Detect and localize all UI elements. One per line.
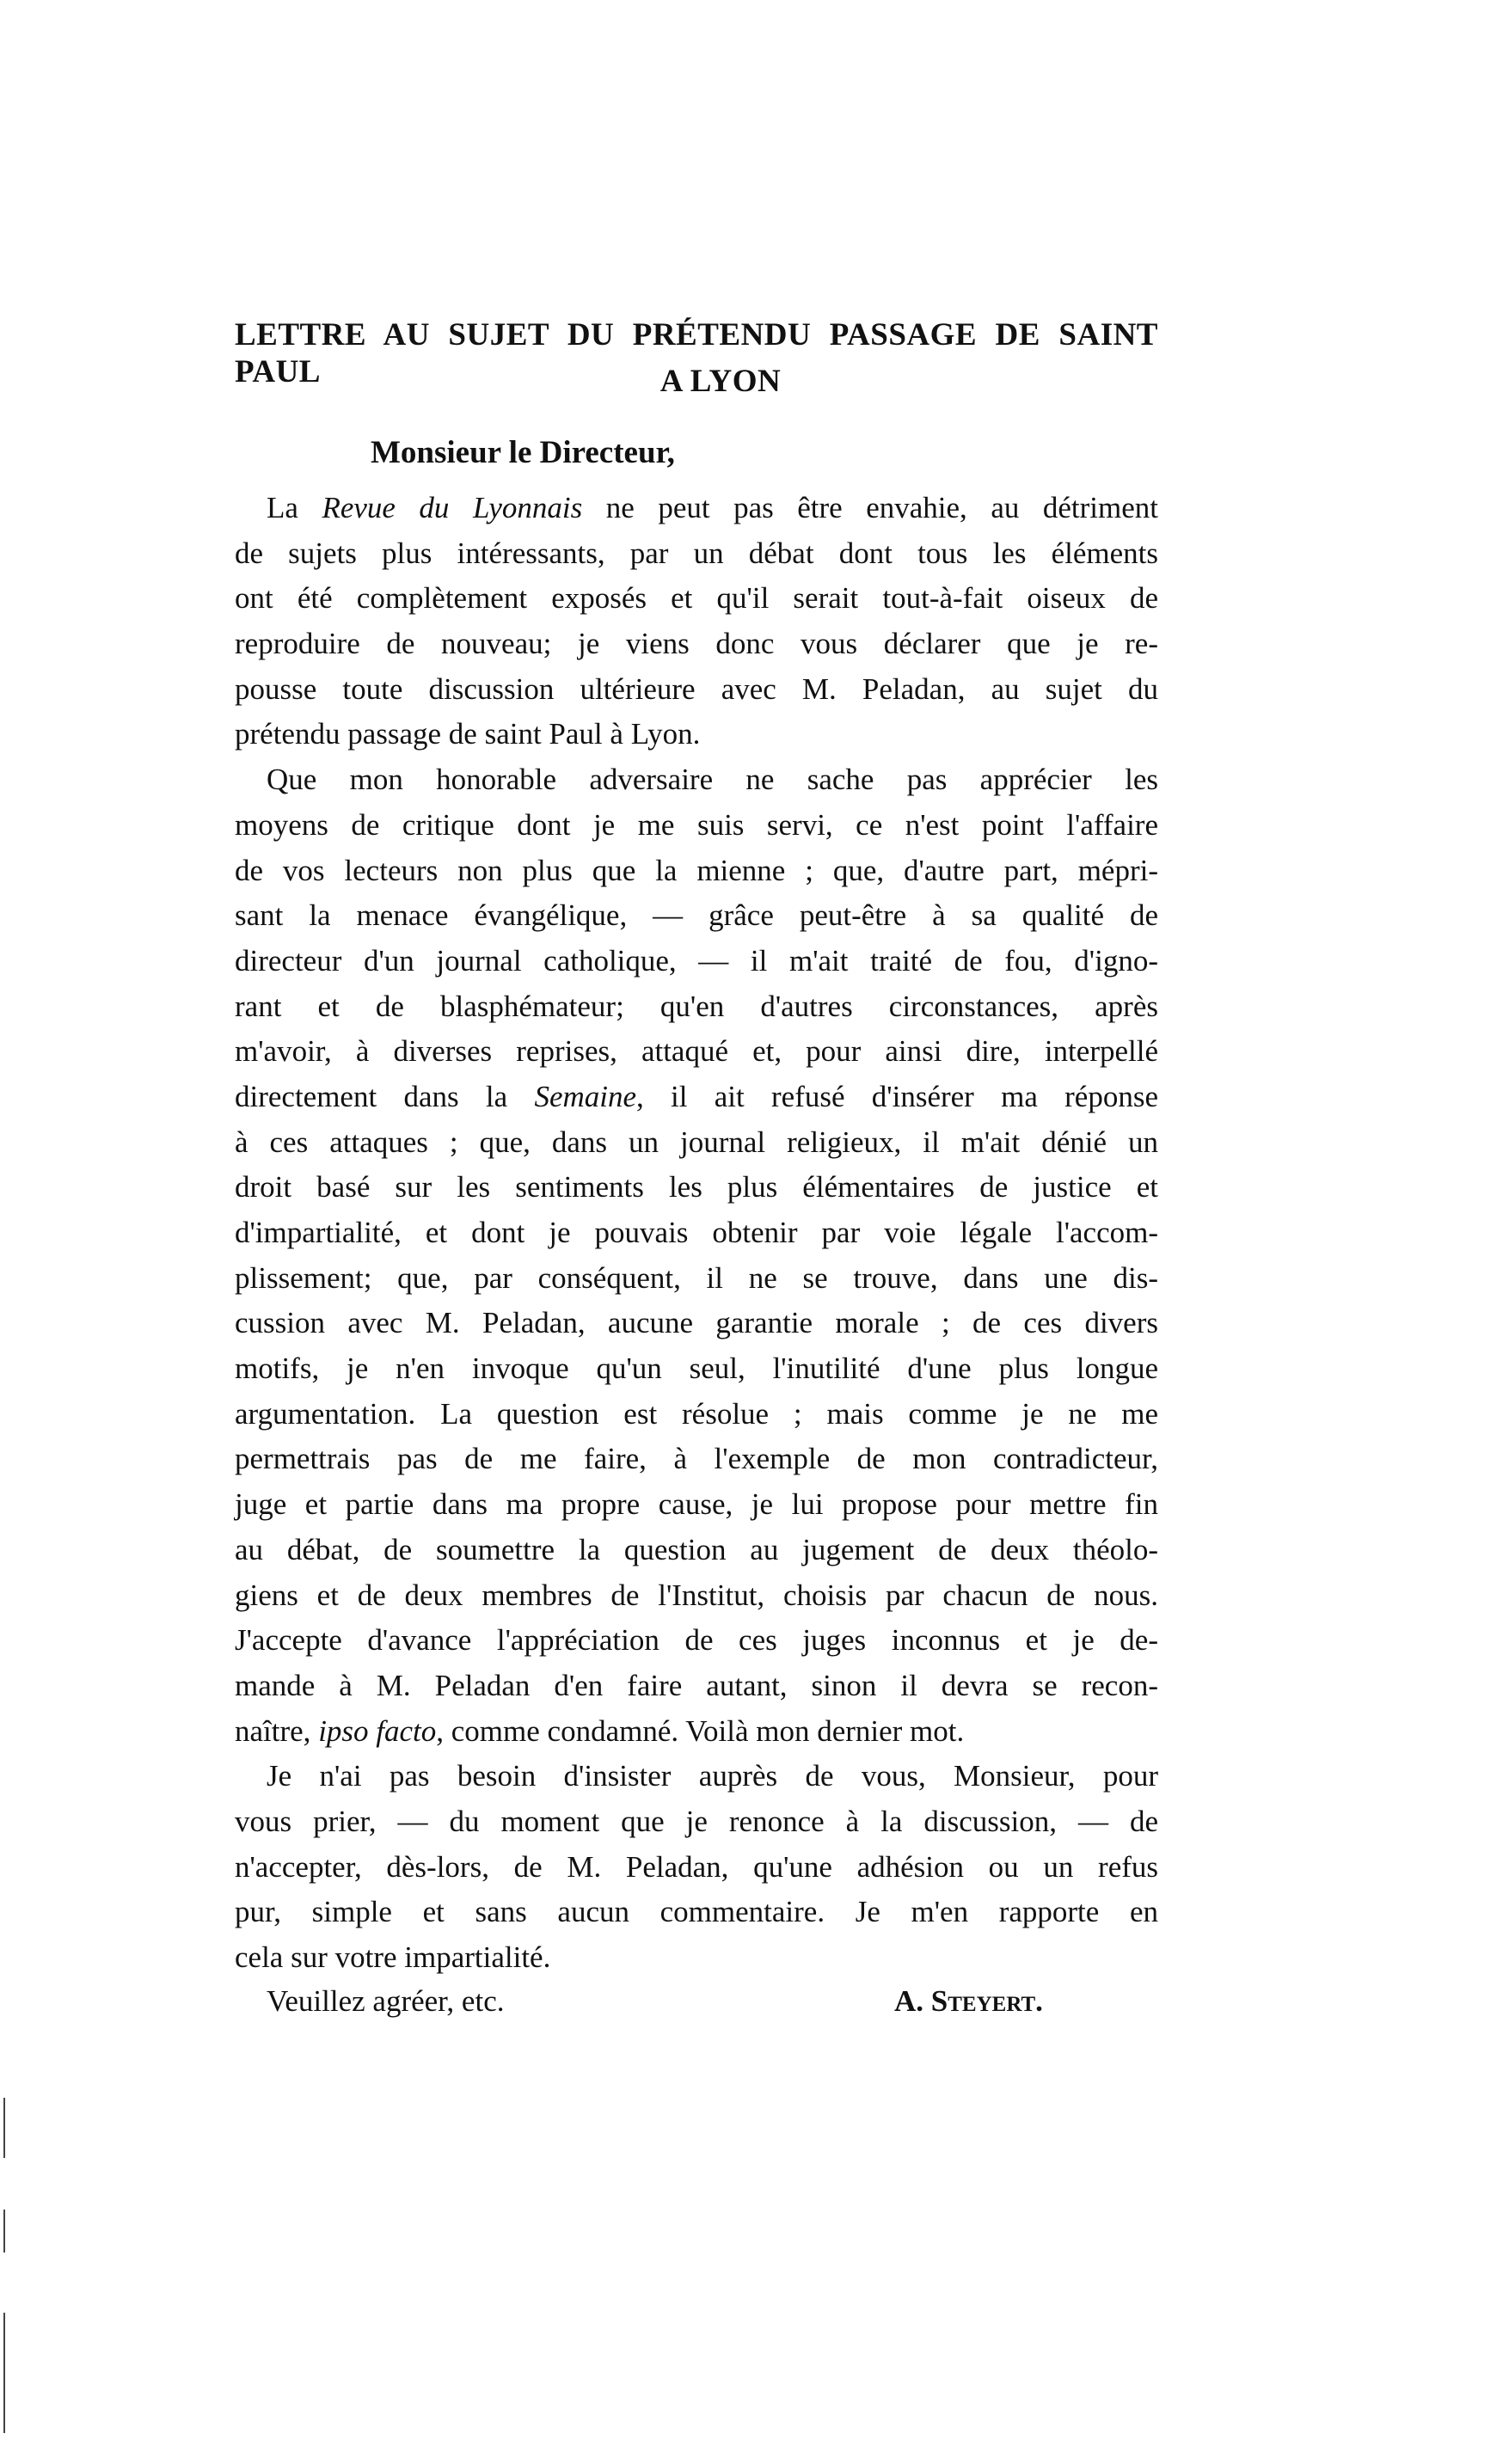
italic-text: Revue du Lyonnais [322, 491, 583, 524]
text-segment: moyens de critique dont je me suis servi, ce n'est point l'affaire [235, 807, 1158, 842]
text-line [235, 1845, 1158, 1891]
text-segment: cussion avec M. Peladan, aucune garantie morale ; de ces divers [235, 1306, 1158, 1340]
margin-mark [3, 2098, 5, 2158]
text-segment: Que mon honorable adversaire ne sache pas apprécier les [267, 763, 1158, 797]
text-line [235, 1392, 1158, 1437]
text-line [235, 1935, 1158, 1981]
text-line [235, 1890, 1158, 1935]
text-segment: La [267, 491, 322, 524]
text-segment: permettrais pas de me faire, à l'exemple de mon contradicteur, [235, 1442, 1158, 1476]
text-line [235, 939, 1158, 984]
text-line [235, 757, 1158, 803]
letter-title-line2: A LYON [659, 364, 782, 399]
text-segment: mande à M. Peladan d'en faire autant, sinon il devra se recon- [235, 1668, 1158, 1702]
text-segment: directement dans la [235, 1079, 535, 1113]
text-line [235, 1528, 1158, 1573]
text-segment: , il ait refusé d'insérer ma réponse [636, 1079, 1158, 1113]
text-segment: directeur d'un journal catholique, — il m'ait traité de fou, d'igno- [235, 943, 1158, 978]
text-line [235, 1482, 1158, 1528]
text-segment: pousse toute discussion ultérieure avec M. Peladan, au sujet du [235, 671, 1158, 706]
text-line [235, 1120, 1158, 1166]
paragraph [235, 757, 1158, 1754]
text-line [235, 1437, 1158, 1482]
paragraph [235, 1754, 1158, 1980]
signature: A. Steyert. [894, 1984, 1043, 2018]
text-line [235, 1346, 1158, 1392]
text-segment: droit basé sur les sentiments les plus élémentaires de justice et [235, 1170, 1158, 1204]
letter-title: LETTRE AU SUJET DU PRÉTENDU PASSAGE DE SAINT PAUL [235, 317, 1158, 389]
closing [267, 1984, 1066, 2019]
text-line [235, 622, 1158, 667]
text-segment: plissement; que, par conséquent, il ne se trouve, dans une dis- [235, 1260, 1158, 1295]
closing-formula: Veuillez agréer, etc. [267, 1984, 505, 2018]
text-line [235, 576, 1158, 622]
text-line [235, 486, 1158, 531]
text-line [235, 1075, 1158, 1120]
text-line [235, 667, 1158, 713]
text-segment: cela sur votre impartialité. [235, 1940, 551, 1974]
text-line [235, 1211, 1158, 1256]
italic-text: ipso facto [318, 1713, 437, 1748]
text-line [235, 1573, 1158, 1619]
text-line [235, 1618, 1158, 1664]
text-segment: prétendu passage de saint Paul à Lyon. [235, 717, 701, 751]
text-segment: de sujets plus intéressants, par un débat dont tous les éléments [235, 536, 1158, 570]
text-segment: à ces attaques ; que, dans un journal religieux, il m'ait dénié un [235, 1125, 1158, 1159]
text-line [235, 712, 1158, 757]
text-line [235, 1664, 1158, 1709]
text-segment: ont été complètement exposés et qu'il serait tout-à-fait oiseux de [235, 581, 1158, 616]
italic-text: Semaine [534, 1079, 637, 1113]
letter-body [235, 486, 1158, 1981]
margin-mark [3, 2210, 5, 2253]
text-line [235, 1165, 1158, 1211]
text-line [235, 984, 1158, 1030]
text-segment: juge et partie dans ma propre cause, je lui propose pour mettre fin [235, 1487, 1158, 1522]
text-segment: Je n'ai pas besoin d'insister auprès de vous, Monsieur, pour [267, 1759, 1158, 1793]
text-segment: n'accepter, dès-lors, de M. Peladan, qu'une adhésion ou un refus [235, 1849, 1158, 1884]
paragraph [235, 486, 1158, 757]
text-segment: m'avoir, à diverses reprises, attaqué et, pour ainsi dire, interpellé [235, 1034, 1158, 1069]
text-segment: pur, simple et sans aucun commentaire. Je m'en rapporte en [235, 1895, 1158, 1929]
text-line [235, 1029, 1158, 1075]
text-line [235, 1754, 1158, 1799]
text-segment: d'impartialité, et dont je pouvais obtenir par voie légale l'accom- [235, 1216, 1158, 1249]
text-segment: , comme condamné. Voilà mon dernier mot. [436, 1713, 965, 1748]
text-line [235, 531, 1158, 577]
text-segment: argumentation. La question est résolue ; mais comme je ne me [235, 1396, 1158, 1431]
text-segment: sant la menace évangélique, — grâce peut-être à sa qualité de [235, 898, 1158, 933]
text-segment: rant et de blasphémateur; qu'en d'autres circonstances, après [235, 989, 1158, 1023]
margin-mark [3, 2313, 5, 2433]
text-line [235, 893, 1158, 939]
text-line [235, 849, 1158, 894]
text-segment: ne peut pas être envahie, au détriment [582, 491, 1158, 524]
text-segment: de vos lecteurs non plus que la mienne ; que, d'autre part, mépri- [235, 853, 1158, 887]
text-segment: naître, [235, 1713, 319, 1748]
text-line [235, 1301, 1158, 1346]
text-segment: reproduire de nouveau; je viens donc vous déclarer que je re- [235, 627, 1158, 661]
text-line [235, 803, 1158, 849]
text-segment: giens et de deux membres de l'Institut, choisis par chacun de nous. [235, 1578, 1158, 1612]
text-segment: J'accepte d'avance l'appréciation de ces juges inconnus et je de- [235, 1623, 1158, 1658]
salutation: Monsieur le Directeur, [371, 435, 675, 470]
text-line [235, 1799, 1158, 1845]
text-segment: au débat, de soumettre la question au jugement de deux théolo- [235, 1532, 1158, 1566]
text-line [235, 1256, 1158, 1302]
text-line [235, 1709, 1158, 1755]
text-segment: vous prier, — du moment que je renonce à la discussion, — de [235, 1804, 1158, 1838]
text-segment: motifs, je n'en invoque qu'un seul, l'inutilité d'une plus longue [235, 1352, 1158, 1386]
